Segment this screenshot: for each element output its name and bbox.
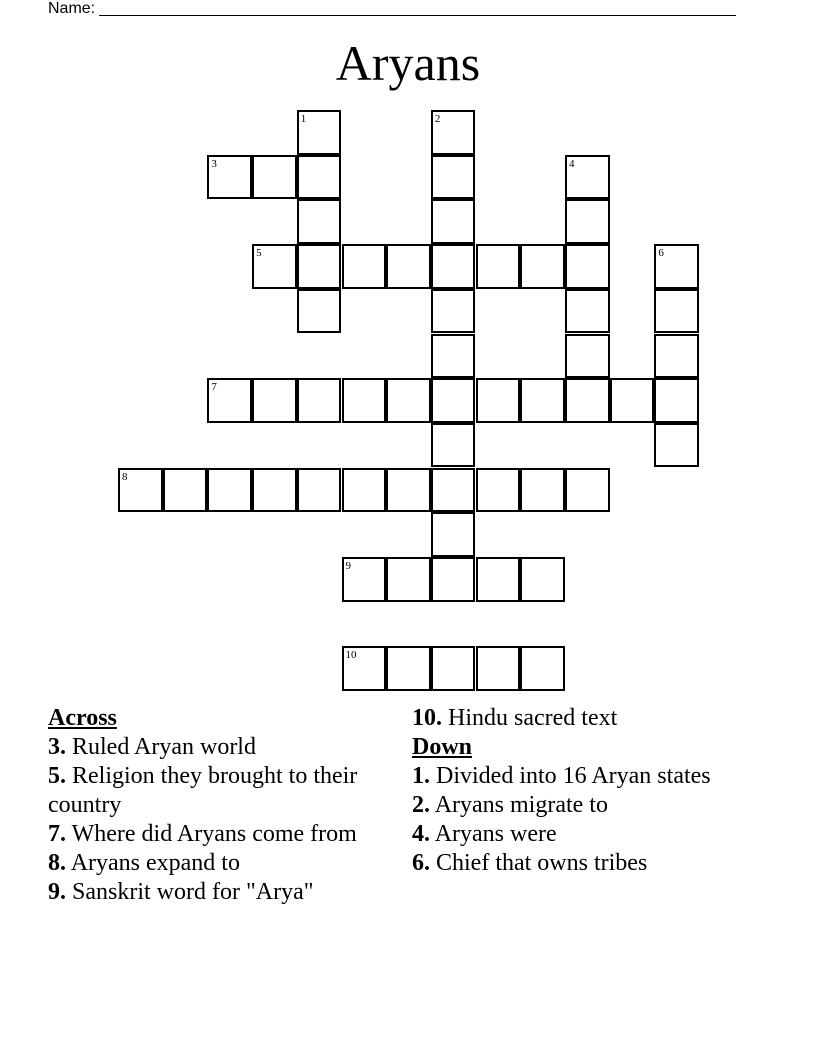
grid-cell[interactable] [476, 378, 521, 423]
cell-number: 7 [211, 381, 217, 394]
grid-cell[interactable] [386, 378, 431, 423]
clue-number: 5. [48, 763, 66, 789]
grid-cell[interactable] [520, 557, 565, 602]
grid-cell[interactable] [297, 199, 342, 244]
grid-cell[interactable] [565, 289, 610, 334]
down-heading: Down [412, 734, 473, 760]
cell-number: 2 [434, 113, 441, 125]
clue-down-4 [412, 820, 752, 849]
grid-cell[interactable] [431, 155, 476, 200]
grid-cell[interactable] [342, 468, 387, 513]
clue-across-10 [412, 704, 752, 733]
grid-cell[interactable] [207, 155, 252, 200]
grid-cell[interactable] [163, 468, 208, 513]
cell-number: 8 [122, 470, 128, 483]
grid-cell[interactable] [565, 155, 610, 200]
grid-cell[interactable] [431, 512, 476, 557]
clue-text: Ruled Aryan world [72, 734, 256, 760]
clue-text: Sanskrit word for "Arya" [72, 879, 314, 905]
grid-cell[interactable] [476, 468, 521, 513]
grid-cell[interactable] [654, 244, 699, 289]
grid-cell[interactable] [431, 110, 476, 155]
grid-cell[interactable] [297, 244, 342, 289]
grid-cell[interactable] [431, 199, 476, 244]
clue-text: Where did Aryans come from [71, 821, 357, 847]
grid-cell[interactable] [520, 244, 565, 289]
grid-cell[interactable] [431, 334, 476, 379]
clue-text: Aryans were [434, 821, 557, 847]
grid-cell[interactable] [520, 378, 565, 423]
cell-number: 6 [658, 247, 664, 260]
clue-across-9 [48, 878, 388, 907]
cell-number: 1 [300, 113, 307, 125]
clue-across-7 [48, 820, 388, 849]
clue-text: Aryans migrate to [434, 792, 608, 818]
grid-cell[interactable] [610, 378, 655, 423]
grid-cell[interactable] [386, 244, 431, 289]
clue-down-2 [412, 791, 752, 820]
puzzle-title: Aryans [335, 35, 481, 91]
clue-across-5 [48, 762, 388, 820]
grid-cell[interactable] [386, 646, 431, 691]
grid-cell[interactable] [654, 289, 699, 334]
grid-cell[interactable] [342, 378, 387, 423]
grid-cell[interactable] [342, 557, 387, 602]
clue-across-8 [48, 849, 388, 878]
grid-cell[interactable] [431, 378, 476, 423]
clue-number: 8. [48, 850, 66, 876]
grid-cell[interactable] [342, 244, 387, 289]
grid-cell[interactable] [431, 289, 476, 334]
grid-cell[interactable] [654, 423, 699, 468]
name-label: Name: [48, 0, 96, 17]
clues-right-column [412, 704, 752, 878]
grid-cell[interactable] [297, 110, 342, 155]
grid-cell[interactable] [565, 378, 610, 423]
cell-number: 9 [345, 560, 351, 572]
across-heading: Across [48, 705, 117, 731]
clue-number: 10. [412, 705, 442, 731]
grid-cell[interactable] [297, 378, 342, 423]
clue-number: 9. [48, 879, 66, 905]
grid-cell[interactable] [565, 334, 610, 379]
clue-text: Religion they brought to their country [48, 763, 358, 818]
clue-number: 1. [412, 763, 430, 789]
grid-cell[interactable] [476, 646, 521, 691]
grid-cell[interactable] [520, 646, 565, 691]
clue-number: 2. [412, 792, 430, 818]
grid-cell[interactable] [654, 378, 699, 423]
clue-text: Aryans expand to [70, 850, 240, 876]
grid-cell[interactable] [565, 199, 610, 244]
grid-cell[interactable] [386, 557, 431, 602]
grid-cell[interactable] [431, 646, 476, 691]
cell-number: 10 [345, 649, 357, 662]
clue-down-1 [412, 762, 752, 791]
grid-cell[interactable] [565, 468, 610, 513]
grid-cell[interactable] [297, 468, 342, 513]
clue-number: 6. [412, 850, 430, 876]
grid-cell[interactable] [118, 468, 163, 513]
cell-number: 3 [211, 157, 217, 170]
grid-cell[interactable] [252, 468, 297, 513]
grid-cell[interactable] [476, 244, 521, 289]
clue-number: 7. [48, 821, 66, 847]
clue-text: Chief that owns tribes [436, 850, 648, 876]
grid-cell[interactable] [252, 244, 297, 289]
grid-cell[interactable] [297, 155, 342, 200]
grid-cell[interactable] [431, 557, 476, 602]
clues-left-column [48, 704, 388, 907]
grid-cell[interactable] [207, 378, 252, 423]
cell-number: 5 [256, 247, 262, 260]
grid-cell[interactable] [342, 646, 387, 691]
grid-cell[interactable] [207, 468, 252, 513]
grid-cell[interactable] [476, 557, 521, 602]
clue-text: Hindu sacred text [448, 705, 618, 731]
grid-cell[interactable] [654, 334, 699, 379]
clue-number: 4. [412, 821, 430, 847]
cell-number: 4 [569, 157, 575, 170]
grid-cell[interactable] [431, 244, 476, 289]
clue-down-6 [412, 849, 752, 878]
grid-cell[interactable] [386, 468, 431, 513]
grid-cell[interactable] [431, 468, 476, 513]
grid-cell[interactable] [297, 289, 342, 334]
clue-across-3 [48, 733, 388, 762]
grid-cell[interactable] [565, 244, 610, 289]
clue-number: 3. [48, 734, 66, 760]
clue-text: Divided into 16 Aryan states [436, 763, 711, 789]
grid-cell[interactable] [520, 468, 565, 513]
grid-cell[interactable] [431, 423, 476, 468]
grid-cell[interactable] [252, 378, 297, 423]
grid-cell[interactable] [252, 155, 297, 200]
